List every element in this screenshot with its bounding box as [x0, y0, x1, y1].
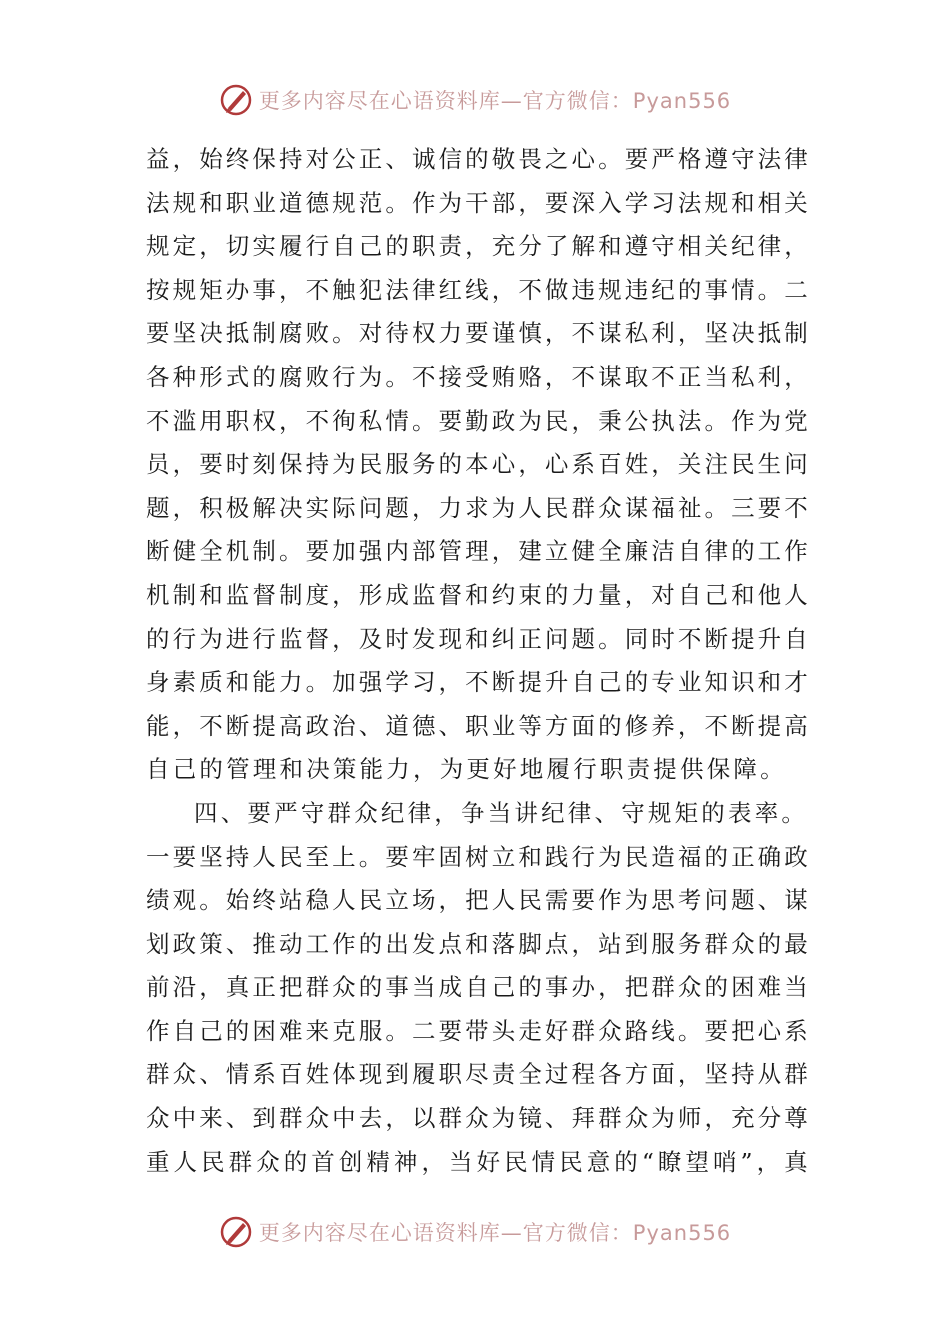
paragraph: [146, 792, 808, 1184]
text-line: 各 种 形 式 的 腐 败 行 为 。 不 接 受 贿 赂 ， 不 谋 取 不 正 当 私 利 ，: [146, 362, 808, 391]
text-line: 群 众 、 情 系 百 姓 体 现 到 履 职 尽 责 全 过 程 各 方 面 ， 坚 持 从 群: [146, 1060, 808, 1089]
text-line: 益 ， 始 终 保 持 对 公 正 、 诚 信 的 敬 畏 之 心 。 要 严 格 遵 守 法 律: [146, 145, 808, 173]
pen-logo-icon: [219, 1215, 253, 1249]
text-line: 绩 观 。 始 终 站 稳 人 民 立 场 ， 把 人 民 需 要 作 为 思 考 问 题 、 谋: [146, 886, 808, 915]
watermark-text: 更多内容尽在心语资料库—官方微信：Pyan556: [258, 89, 732, 113]
text-line: 众 中 来 、 到 群 众 中 去 ， 以 群 众 为 镜 、 拜 群 众 为 师 ， 充 分 尊: [146, 1104, 808, 1133]
text-line: 员 ， 要 时 刻 保 持 为 民 服 务 的 本 心 ， 心 系 百 姓 ， 关 注 民 生 问: [146, 450, 808, 479]
text-line: 机 制 和 监 督 制 度 ， 形 成 监 督 和 约 束 的 力 量 ， 对 自 己 和 他 人: [146, 580, 808, 609]
footer-watermark: [0, 1210, 950, 1254]
paragraph: [146, 138, 808, 792]
text-line: 按 规 矩 办 事 ， 不 触 犯 法 律 红 线 ， 不 做 违 规 违 纪 的 事 情 。 二: [146, 275, 808, 304]
text-line: 作 自 己 的 困 难 来 克 服 。 二 要 带 头 走 好 群 众 路 线 。 要 把 心 系: [146, 1016, 808, 1045]
text-line: 规 定 ， 切 实 履 行 自 己 的 职 责 ， 充 分 了 解 和 遵 守 相 关 纪 律 ，: [146, 232, 808, 261]
text-line: 能 ， 不 断 提 高 政 治 、 道 德 、 职 业 等 方 面 的 修 养 ， 不 断 提 高: [146, 711, 808, 740]
text-line: 四、要严守群众纪律，争当讲纪律、守规矩的表率。: [194, 798, 809, 827]
text-line: 法 规 和 职 业 道 德 规 范 。 作 为 干 部 ， 要 深 入 学 习 法 规 和 相 关: [146, 188, 808, 217]
text-line: 不 滥 用 职 权 ， 不 徇 私 情 。 要 勤 政 为 民 ， 秉 公 执 法 。 作 为 党: [146, 406, 808, 435]
text-line: 断 健 全 机 制 。 要 加 强 内 部 管 理 ， 建 立 健 全 廉 洁 自 律 的 工 作: [146, 537, 808, 566]
text-line: 一 要 坚 持 人 民 至 上 。 要 牢 固 树 立 和 践 行 为 民 造 福 的 正 确 政: [146, 842, 808, 871]
pen-logo-icon: [219, 83, 253, 117]
text-line: 的 行 为 进 行 监 督 ， 及 时 发 现 和 纠 正 问 题 。 同 时 不 断 提 升 自: [146, 624, 808, 653]
text-line: 划 政 策 、 推 动 工 作 的 出 发 点 和 落 脚 点 ， 站 到 服 务 群 众 的 最: [146, 929, 808, 958]
text-line: 身 素 质 和 能 力 。 加 强 学 习 ， 不 断 提 升 自 己 的 专 业 知 识 和 才: [146, 668, 808, 697]
document-body: [146, 138, 808, 1184]
text-line: 自己的管理和决策能力，为更好地履行职责提供保障。: [146, 755, 787, 784]
watermark-text: 更多内容尽在心语资料库—官方微信：Pyan556: [258, 1221, 732, 1245]
text-line: 题 ， 积 极 解 决 实 际 问 题 ， 力 求 为 人 民 群 众 谋 福 祉 。 三 要 不: [146, 493, 808, 522]
text-line: 前 沿 ， 真 正 把 群 众 的 事 当 成 自 己 的 事 办 ， 把 群 众 的 困 难 当: [146, 973, 808, 1002]
header-watermark: [0, 78, 950, 122]
text-line: 要 坚 决 抵 制 腐 败 。 对 待 权 力 要 谨 慎 ， 不 谋 私 利 ， 坚 决 抵 制: [146, 319, 808, 348]
text-line: 重 人 民 群 众 的 首 创 精 神 ， 当 好 民 情 民 意 的 “ 瞭 望 哨 ” ， 真: [146, 1147, 808, 1176]
